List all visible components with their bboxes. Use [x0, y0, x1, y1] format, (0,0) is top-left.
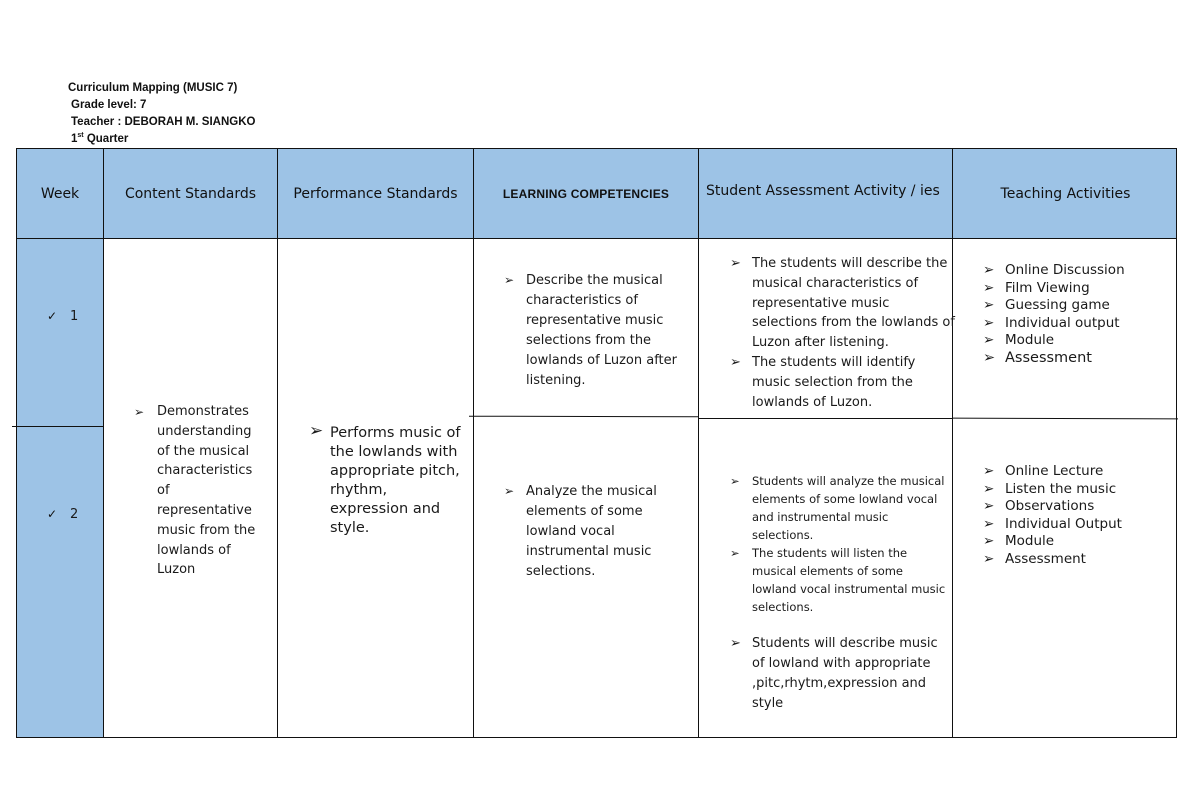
arrow-bullet-icon: ➢ — [983, 297, 995, 313]
check-icon: ✓ — [47, 309, 58, 323]
arrow-bullet-icon: ➢ — [983, 533, 995, 549]
list-item: ➢ The students will identify music selection from the lowlands of Luzon. — [730, 354, 916, 410]
document-title: Curriculum Mapping (MUSIC 7) — [68, 82, 238, 94]
arrow-bullet-icon: ➢ — [983, 463, 995, 479]
list-item: ➢ Assessment — [983, 349, 1092, 366]
list-item: ➢ Film Viewing — [983, 279, 1090, 296]
performance-standard-text: Performs music of the lowlands with appropriate pitch, rhythm, expression and style. — [330, 425, 461, 536]
column-header-content-standards: Content Standards — [124, 185, 257, 202]
assessment-list-week2 — [730, 472, 948, 714]
list-item: ➢ Online Discussion — [983, 262, 1125, 278]
arrow-bullet-icon: ➢ — [730, 354, 741, 370]
arrow-bullet-icon: ➢ — [983, 262, 995, 278]
list-item: ➢ Assessment — [983, 550, 1086, 567]
arrow-bullet-icon: ➢ — [983, 480, 995, 497]
list-item: ➢ Students will describe music of lowland with appropriate ,pitc,rhytm,expression and style — [730, 636, 938, 711]
teaching-list-week2 — [983, 463, 1163, 568]
column-header-student-assessment: Student Assessment Activity / ies — [706, 183, 940, 199]
list-item: ➢ Listen the music — [983, 480, 1117, 497]
curriculum-table — [16, 148, 1177, 738]
list-item: ➢ Students will analyze the musical elements of some lowland vocal and instrumental music selections. — [730, 474, 945, 542]
arrow-bullet-icon: ➢ — [730, 636, 741, 651]
quarter-number: 1 — [71, 133, 78, 145]
list-item: ➢ Online Lecture — [983, 463, 1104, 479]
list-item: ➢ The students will listen the musical elements of some lowland vocal instrumental music selections. — [730, 546, 946, 614]
week-number-1: 1 — [70, 309, 79, 324]
quarter-label — [68, 131, 255, 148]
arrow-bullet-icon: ➢ — [983, 498, 995, 514]
arrow-bullet-icon: ➢ — [983, 332, 995, 348]
list-item: ➢ Observations — [983, 498, 1095, 514]
column-header-teaching-activities: Teaching Activities — [1000, 185, 1131, 202]
list-item: ➢ The students will describe the musical characteristics of representative music selections from the lowlands of Luzon after listening. — [730, 256, 955, 351]
arrow-bullet-icon: ➢ — [983, 550, 995, 567]
arrow-bullet-icon: ➢ — [309, 421, 324, 441]
list-item: ➢ Individual Output — [983, 515, 1122, 532]
arrow-bullet-icon: ➢ — [134, 405, 145, 419]
list-item: ➢ Module — [983, 332, 1055, 348]
arrow-bullet-icon: ➢ — [504, 273, 515, 287]
content-standard-text: Demonstrates understanding of the musical characteristics of representative music from the lowlands of Luzon — [157, 404, 256, 578]
column-divider — [698, 149, 699, 737]
column-header-performance-standards: Performance Standards — [293, 185, 458, 202]
grade-level: Grade level: 7 — [71, 99, 147, 111]
column-header-week: Week — [40, 185, 80, 202]
row-divider-assessment — [698, 418, 952, 419]
row-divider-competency — [469, 416, 698, 418]
check-icon: ✓ — [47, 507, 58, 521]
arrow-bullet-icon: ➢ — [983, 279, 995, 296]
week-column-fill — [17, 239, 104, 737]
arrow-bullet-icon: ➢ — [730, 474, 740, 488]
row-divider-week — [17, 426, 103, 427]
list-item: ➢ Individual output — [983, 314, 1120, 331]
column-header-learning-competencies: LEARNING COMPETENCIES — [502, 186, 670, 201]
teaching-list-week1 — [983, 262, 1163, 367]
document-header — [68, 80, 255, 148]
row-divider-teaching — [952, 418, 1178, 420]
quarter-text: Quarter — [83, 133, 129, 145]
competency-week2: Analyze the musical elements of some lowland vocal instrumental music selections. — [526, 484, 657, 579]
competency-week1: Describe the musical characteristics of representative music selections from the lowlands of Luzon after listening. — [526, 273, 677, 388]
teacher-name: Teacher : DEBORAH M. SIANGKO — [71, 116, 256, 128]
arrow-bullet-icon: ➢ — [983, 515, 995, 532]
assessment-list-week1 — [730, 254, 955, 412]
list-item: ➢ Guessing game — [983, 297, 1110, 313]
arrow-bullet-icon: ➢ — [504, 484, 515, 498]
week-number-2: 2 — [70, 507, 79, 522]
list-item: ➢ Module — [983, 533, 1055, 549]
arrow-bullet-icon: ➢ — [730, 256, 741, 271]
quarter-suffix: st — [77, 132, 84, 140]
arrow-bullet-icon: ➢ — [730, 546, 740, 560]
arrow-bullet-icon: ➢ — [983, 349, 996, 366]
arrow-bullet-icon: ➢ — [983, 314, 995, 331]
